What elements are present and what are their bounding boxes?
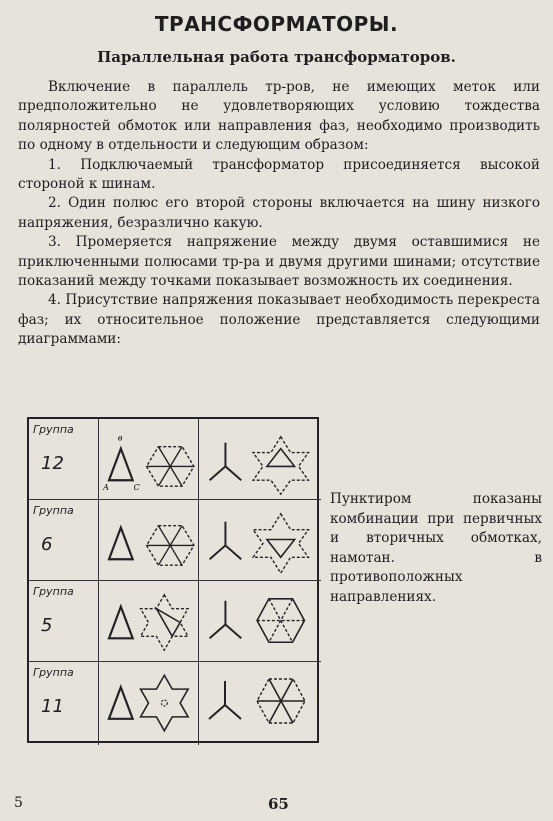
group-number: 12 [41,453,64,474]
group-label: Группа [33,504,74,517]
group-label: Группа [33,585,74,598]
group-label: Группа [33,423,74,436]
phase-letter-top: в [117,433,123,443]
secondary-diagram-cell [199,419,321,500]
star-diagram [199,419,321,499]
group-label-cell [29,581,99,662]
footer-mark: 5 [14,795,23,811]
star-diagram [199,581,321,661]
group-label-cell [29,662,99,745]
diagram-note: Пунктиром показаны комбинации при первичных и вторичных обмотках, намотан. в противоположных направлениях. [330,491,542,605]
primary-diagram-cell [99,662,199,745]
group-label: Группа [33,666,74,679]
group-number: 5 [41,615,53,636]
paragraph-step-4: 4. Присутствие напряжения показывает необходимость перекреста фаз; их относительное положение представляется следующими диаграммами: [18,292,540,348]
primary-diagram-cell [99,419,199,500]
triangle-diagram [99,500,198,580]
paragraph-intro: Включение в параллель тр-ров, не имеющих меток или предположительно не удовлетворяющих условию тождества полярностей обмоток или направления фаз, необходимо производить по одному в отдельности и следующим образом: [18,79,540,154]
paragraph-step-2: 2. Один полюс его второй стороны включается на шину низкого напряжения, безразлично какую. [18,195,540,231]
primary-diagram-cell [99,500,199,581]
body-text [18,78,540,350]
paragraph-step-1: 1. Подключаемый трансформатор присоединяется высокой стороной к шинам. [18,156,540,193]
page-title: ТРАНСФОРМАТОРЫ. [154,12,399,36]
secondary-diagram-cell [199,500,321,581]
group-label-cell [29,500,99,581]
triangle-diagram [99,581,198,661]
group-label-cell [29,419,99,500]
star-diagram [199,500,321,580]
section-subtitle: Параллельная работа трансформаторов. [97,48,456,66]
vector-diagram-table [27,417,319,743]
phase-letter-left: А [103,483,110,493]
group-number: 11 [41,696,64,717]
primary-diagram-cell [99,581,199,662]
secondary-diagram-cell [199,581,321,662]
page-number: 65 [268,795,289,813]
phase-letter-right: С [133,483,140,493]
paragraph-step-3: 3. Промеряется напряжение между двумя оставшимися не приключенными полюсами тр-ра и двумя другими шинами; отсутствие показаний между точками показывает возможность их соединения. [18,234,540,290]
star-diagram [199,662,321,745]
group-number: 6 [41,534,53,555]
triangle-diagram [99,662,198,745]
triangle-diagram [99,419,198,499]
secondary-diagram-cell [199,662,321,745]
